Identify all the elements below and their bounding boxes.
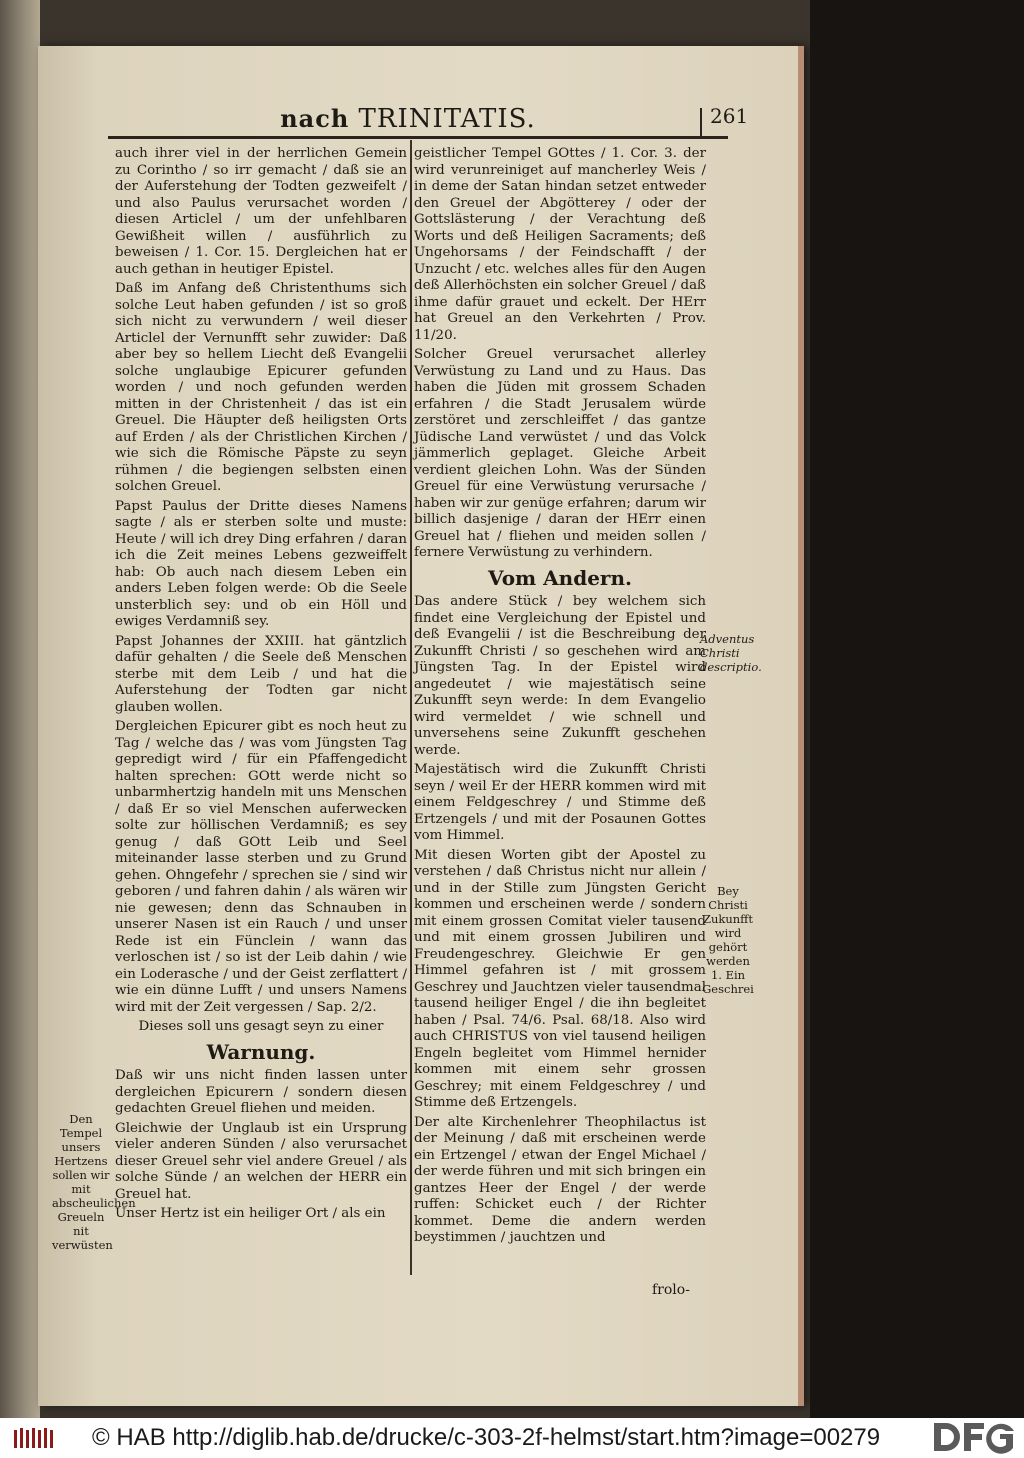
running-header xyxy=(278,104,538,136)
paragraph: geistlicher Tempel GOttes / 1. Cor. 3. der wird verunreiniget auf mancherley Weis / in deme der Satan hindan setzet entweder den Greuel der Abgötterey / oder der Gottslästerung / der Verachtung deß Worts und deß Heiligen Sacraments; deß Ungehorsams / der Feindschafft / der Unzucht / etc. welches alles für den Augen deß Allerhöchsten ein solcher Greuel / daß ihme dafür grauet und eckelt. Der HErr hat Greuel an den Verkehrten / Prov. 11/20. xyxy=(414,146,706,343)
paragraph: auch ihrer viel in der herrlichen Gemein zu Corintho / so irr gemacht / daß sie an der Auferstehung der Todten gezweifelt / und also Paulus verursachet worden / diesen Articlel / um der unfehlbaren Gewißheit willen / ausführlich zu beweisen / 1. Cor. 15. Dergleichen hat er auch gethan in heutiger Epistel. xyxy=(115,146,407,277)
section-heading-vom-andern: Vom Andern. xyxy=(488,565,632,590)
column-divider xyxy=(410,140,412,1275)
paragraph: Gleichwie der Unglaub ist ein Ursprung vieler anderen Sünden / also verursachet dieser Greuel sehr viel andere Greuel / als solche Sünde / an welchen der HERR ein Greuel hat. xyxy=(115,1120,407,1202)
margin-note-left: Den Tempel unsers Hertzens sollen wir mit abscheulichen Greueln nit verwüsten xyxy=(52,1112,136,1252)
paragraph: Daß wir uns nicht finden lassen unter dergleichen Epicurern / sondern diesen gedachten Greuel fliehen und meiden. xyxy=(115,1068,407,1116)
paragraph: Papst Johannes der XXIII. hat gäntzlich dafür gehalten / die Seele deß Menschen sterbe mit dem Leib / und hat die Auferstehung der Todten gar nicht glauben wollen. xyxy=(115,633,407,715)
hab-logo-icon xyxy=(12,1424,70,1452)
paragraph: Majestätisch wird die Zukunfft Christi seyn / weil Er der HERR kommen wird mit einem Feldgeschrey / und Stimme deß Ertzengels / und mit der Posaunen Gottes vom Himmel. xyxy=(414,762,706,843)
paragraph: Der alte Kirchenlehrer Theophilactus ist der Meinung / daß mit erscheinen werde ein Ertzengel / etwan der Engel Michael / der werde führen und mit sich bringen ein gantzes Heer der Engel / der werde ruffen: Schicket euch / der Richter kommet. Deme die andern werden beystimmen / jauchtzen und xyxy=(414,1114,706,1245)
header-rule-vertical xyxy=(700,108,702,136)
dfg-logo-icon xyxy=(932,1420,1016,1454)
left-column xyxy=(115,146,407,1226)
dark-background xyxy=(810,0,1024,1418)
margin-note-right-geschrei: Bey Christi Zukunfft wird gehört werden 1. Ein Geschrei xyxy=(702,884,754,996)
paragraph: Dergleichen Epicurer gibt es noch heut zu Tag / welche das / was vom Jüngsten Tag gepredigt wird / für ein Pfaffengedicht halten sprechen: GOtt werde nicht so unbarmhertzig handeln mit uns Menschen / daß Er so viel Menschen auferwecken solte zur höllischen Verdamniß; es sey genug / daß GOtt Leib und Seel miteinander lasse sterben und zu Grund gehen. Ohngefehr / sprechen sie / sind wir geboren / und fahren dahin / als wären wir nie gewesen; denn das Schnauben in unserer Nasen ist ein Rauch / und unser Rede ist ein Fünclein / wann das verloschen ist / so ist der Leib dahin / wie ein Loderasche / und der Geist zerflattert / wie ein dünne Lufft / und unsers Namens wird mit der Zeit vergessen / Sap. 2/2. xyxy=(115,719,407,1015)
paragraph: Unser Hertz ist ein heiliger Ort / als ein xyxy=(115,1206,386,1221)
page-number: 261 xyxy=(710,104,749,128)
header-rule xyxy=(108,136,728,139)
catchword: frolo- xyxy=(652,1282,690,1298)
right-column xyxy=(414,146,706,1250)
header-nach: nach xyxy=(280,104,350,133)
margin-note-right-adventus: Adventus Christi descriptio. xyxy=(700,632,762,674)
paragraph: Das andere Stück / bey welchem sich findet eine Vergleichung der Epistel und deß Evangelii / ist die Beschreibung der Zukunfft Christi / so geschehen wird am Jüngsten Tag. In der Epistel wird angedeutet / wie majestätisch seine Zukunfft seyn werde: In dem Evangelio wird vermeldet / wie schnell und unversehens seine Zukunfft geschehen werde. xyxy=(414,594,706,758)
paragraph: Dieses soll uns gesagt seyn zu einer xyxy=(138,1019,384,1034)
paragraph: Papst Paulus der Dritte dieses Namens sagte / als er sterben solte und muste: Heute / will ich drey Ding erfahren / daran ich die Zeit meines Lebens gezweiffelt hab: Ob auch nach diesem Leben ein anders Leben folgen werde: Ob die Seele unsterblich sey: und ob ein Höll und ewiges Verdamniß sey. xyxy=(115,498,407,629)
paragraph: Mit diesen Worten gibt der Apostel zu verstehen / daß Christus nicht nur allein / und in der Stille zum Jüngsten Gericht kommen und erscheinen werde / sondern mit einem grossen Comitat vieler tausend und mit einem grossen Jubiliren und Freudengeschrey. Gleichwie Er gen Himmel gefahren ist / mit grossem Geschrey und Jauchtzen vieler tausendmal tausend heiliger Engel / die ihn begleitet haben / Psal. 74/6. Psal. 68/18. Also wird auch CHRISTUS von viel tausend heiligen Engeln begleitet vom Himmel hernider kommen mit einem sehr grossen Geschrey; mit einem Feldgeschrey / und Stimme deß Ertzengels. xyxy=(414,847,706,1110)
footer-bar xyxy=(0,1418,1024,1458)
paragraph: Daß im Anfang deß Christenthums sich solche Leut haben gefunden / ist so groß sich nicht zu verwundern / weil dieser Articlel der Vernunfft sehr zuwider: Daß aber bey so hellem Liecht deß Evangelii solche unglaubige Epicurer gefunden worden / und noch gefunden werden mitten in der Christenheit / das ist ein Greuel. Die Häupter deß heiligsten Orts auf Erden / als der Christlichen Kirchen / wie sich die Römische Päpste zu seyn rühmen / die begiengen selbsten einen solchen Greuel. xyxy=(115,281,407,494)
footer-url-text: © HAB http://diglib.hab.de/drucke/c-303-2f-helmst/start.htm?image=00279 xyxy=(92,1424,881,1451)
header-title: TRINITATIS. xyxy=(358,104,536,134)
section-heading-warnung: Warnung. xyxy=(206,1039,316,1064)
paragraph: Solcher Greuel verursachet allerley Verwüstung zu Land und zu Haus. Das haben die Jüden mit grossem Schaden erfahren / die Stadt Jerusalem würde zerstöret und zerschleiffet / das gantze Jüdische Land verwüstet / und das Volck jämmerlich geplaget. Gleiche Arbeit verdient gleichen Lohn. Was der Sünden Greuel für eine Verwüstung verursache / haben wir zur genüge erfahren; darum wir billich dasjenige / daran der HErr einen Greuel hat / fliehen und meiden sollen / fernere Verwüstung zu verhindern. xyxy=(414,347,706,560)
previous-page-edge xyxy=(0,0,40,1418)
